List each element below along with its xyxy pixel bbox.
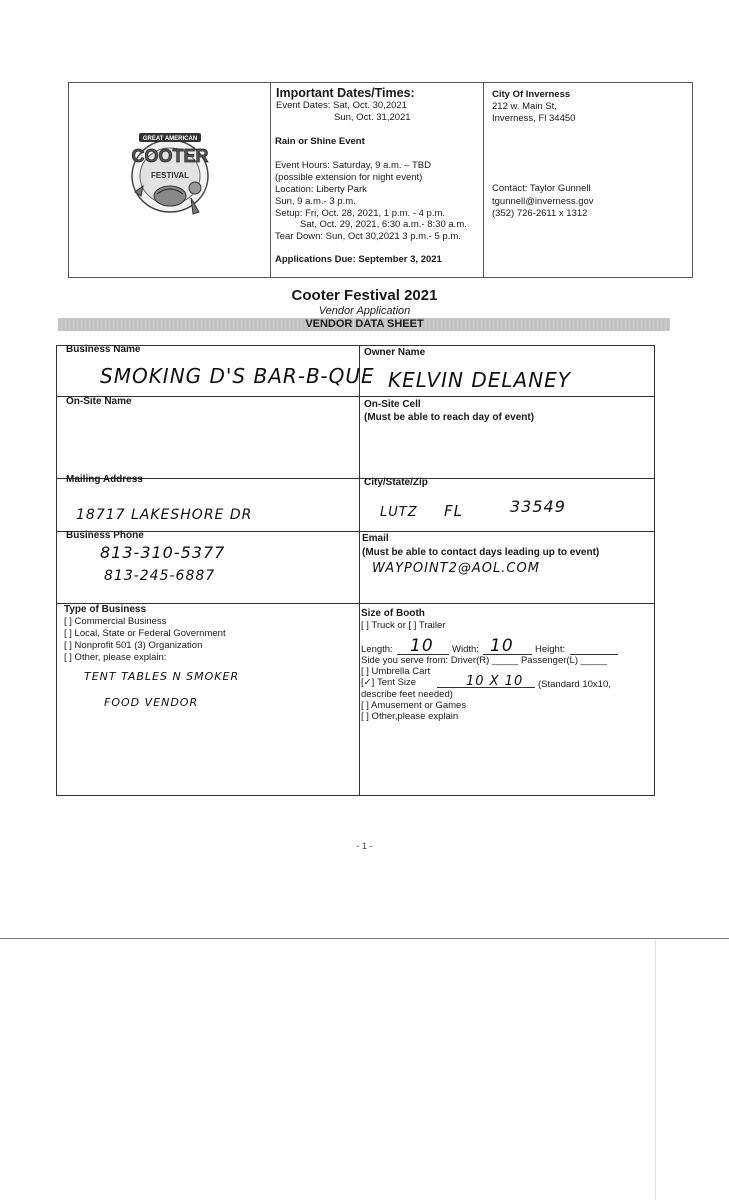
dates-title: Important Dates/Times:	[276, 86, 415, 100]
length-label: Length:	[361, 644, 393, 655]
type-option-nonprofit[interactable]: [ ] Nonprofit 501 (3) Organization	[64, 640, 203, 651]
city-address2: Inverness, Fl 34450	[492, 113, 576, 124]
possible-extension: (possible extension for night event)	[275, 172, 423, 183]
business-phone-2[interactable]: 813-245-6887	[104, 568, 216, 584]
onsite-cell-note: (Must be able to reach day of event)	[364, 412, 535, 423]
rain-or-shine: Rain or Shine Event	[275, 136, 365, 147]
other-booth-option[interactable]: [ ] Other,please explain	[361, 711, 459, 722]
business-name-value[interactable]: SMOKING D'S BAR-B-QUE	[100, 364, 375, 388]
state-value[interactable]: FL	[444, 502, 463, 520]
size-of-booth-label: Size of Booth	[361, 608, 425, 619]
teardown: Tear Down: Sun, Oct 30,2021 3 p.m.- 5 p.m.	[275, 231, 461, 242]
scan-edge-line	[0, 938, 729, 939]
contact-phone: (352) 726-2611 x 1312	[492, 208, 588, 219]
email-note: (Must be able to contact days leading up to event)	[362, 547, 600, 558]
onsite-name-label: On-Site Name	[66, 396, 132, 407]
setup-line2: Sat, Oct. 29, 2021, 6:30 a.m.- 8:30 a.m.	[300, 219, 467, 230]
describe-feet-note: describe feet needed)	[361, 689, 453, 700]
tent-size-value[interactable]: 10 X 10	[466, 674, 524, 689]
truck-trailer-option[interactable]: [ ] Truck or [ ] Trailer	[361, 620, 446, 631]
city-title: City Of Inverness	[492, 89, 571, 100]
height-label: Height:	[535, 644, 566, 655]
type-option-commercial[interactable]: [ ] Commercial Business	[64, 616, 167, 627]
sunday-hours: Sun, 9 a.m.- 3 p.m.	[275, 196, 356, 207]
owner-name-value[interactable]: KELVIN DELANEY	[388, 368, 572, 392]
email-label: Email	[362, 533, 389, 544]
scan-edge-vertical	[655, 940, 656, 1200]
amusement-option[interactable]: [ ] Amusement or Games	[361, 700, 467, 711]
width-label: Width:	[452, 644, 479, 655]
business-phone-label: Business Phone	[66, 530, 144, 541]
type-of-business-label: Type of Business	[64, 604, 147, 615]
business-phone-1[interactable]: 813-310-5377	[100, 543, 226, 562]
width-value[interactable]: 10	[490, 636, 514, 656]
type-explain-line1[interactable]: TENT TABLES N SMOKER	[84, 670, 240, 683]
mailing-address-label: Mailing Address	[66, 474, 143, 485]
datasheet-label: VENDOR DATA SHEET	[305, 318, 424, 330]
city-address1: 212 w. Main St,	[492, 101, 557, 112]
contact-name: Contact: Taylor Gunnell	[492, 183, 591, 194]
tent-size-standard: (Standard 10x10,	[538, 679, 611, 690]
umbrella-cart-option[interactable]: [ ] Umbrella Cart	[361, 666, 431, 677]
city-state-zip-label: City/State/Zip	[364, 477, 428, 488]
mailing-address-value[interactable]: 18717 LAKESHORE DR	[76, 507, 253, 523]
length-value[interactable]: 10	[410, 636, 434, 656]
event-dates-line2: Sun, Oct. 31,2021	[334, 112, 411, 123]
type-option-government[interactable]: [ ] Local, State or Federal Government	[64, 628, 226, 639]
cooter-festival-logo	[125, 128, 215, 220]
city-value[interactable]: LUTZ	[380, 505, 418, 520]
contact-email: tgunnell@inverness.gov	[492, 196, 594, 207]
owner-name-label: Owner Name	[364, 347, 426, 358]
email-value[interactable]: WAYPOINT2@AOL.COM	[372, 561, 540, 576]
svg-text:GREAT AMERICAN: GREAT AMERICAN	[142, 136, 198, 142]
type-explain-line2[interactable]: FOOD VENDOR	[104, 696, 199, 709]
page-subtitle: Vendor Application	[318, 305, 411, 317]
svg-text:FESTIVAL: FESTIVAL	[150, 171, 190, 180]
business-name-label: Business Name	[66, 344, 141, 355]
side-serve-option[interactable]: Side you serve from: Driver(R) _____ Passenger(L) _____	[361, 655, 608, 666]
zip-value[interactable]: 33549	[510, 497, 566, 516]
onsite-cell-label: On-Site Cell	[364, 399, 421, 410]
page-title: Cooter Festival 2021	[291, 287, 438, 304]
setup-line1: Setup: Fri, Oct. 28, 2021, 1 p.m. - 4 p.m.	[275, 208, 446, 219]
applications-due: Applications Due: September 3, 2021	[275, 254, 442, 265]
event-dates-line1: Event Dates: Sat, Oct. 30,2021	[276, 100, 407, 111]
type-option-other[interactable]: [ ] Other, please explain:	[64, 652, 167, 663]
tent-size-label: Tent Size	[377, 677, 417, 688]
event-hours: Event Hours: Saturday, 9 a.m. – TBD	[275, 160, 431, 171]
page-number: - 1 -	[356, 841, 373, 851]
tent-size-check[interactable]: [✓]	[361, 677, 375, 688]
svg-text:COOTER: COOTER	[131, 146, 209, 166]
event-location: Location: Liberty Park	[275, 184, 367, 195]
